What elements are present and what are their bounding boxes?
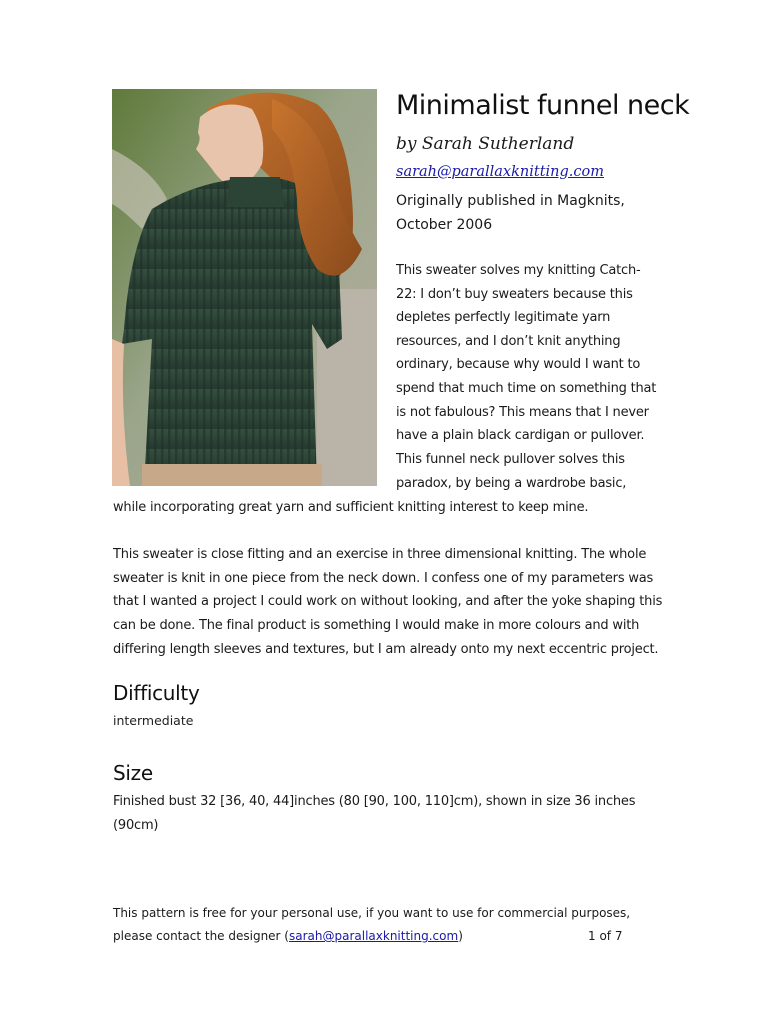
footer-license-line: This pattern is free for your personal use, if you want to use for commercial purposes,: [113, 906, 631, 920]
paragraph-line: have a plain black cardigan or pullover.: [396, 428, 645, 443]
publication-info: [396, 190, 636, 237]
paragraph-line: that I wanted a project I could work on without looking, and after the yoke shaping this: [113, 594, 663, 609]
paragraph-line: paradox, by being a wardrobe basic,: [396, 476, 627, 491]
paragraph-line: differing length sleeves and textures, but I am already onto my next eccentric project.: [113, 642, 659, 657]
paragraph-line: ordinary, because why would I want to: [396, 357, 641, 372]
difficulty-value: intermediate: [113, 713, 194, 728]
publication-line: Originally published in Magknits,: [396, 193, 625, 209]
publication-line: October 2006: [396, 216, 493, 233]
paragraph-line: This sweater is close fitting and an exercise in three dimensional knitting. The whole: [113, 547, 647, 562]
sweater-photo: [112, 89, 377, 486]
paragraph-line: while incorporating great yarn and sufficient knitting interest to keep mine.: [113, 500, 589, 515]
author-email-link[interactable]: sarah@parallaxknitting.com: [396, 164, 604, 180]
paragraph-line: This sweater solves my knitting Catch-: [396, 263, 641, 278]
paragraph-line: depletes perfectly legitimate yarn: [396, 310, 611, 325]
page-number: 1 of 7: [588, 929, 623, 943]
paragraph-line: 22: I don’t buy sweaters because this: [396, 287, 633, 302]
paragraph-line: sweater is knit in one piece from the neck down. I confess one of my parameters was: [113, 571, 654, 586]
size-heading: Size: [113, 761, 153, 785]
size-line: Finished bust 32 [36, 40, 44]inches (80 [90, 100, 110]cm), shown in size 36 inches: [113, 794, 636, 809]
footer-email-link[interactable]: sarah@parallaxknitting.com: [289, 929, 459, 943]
author-byline: by Sarah Sutherland: [396, 134, 575, 154]
paragraph-line: is not fabulous? This means that I never: [396, 405, 649, 420]
footer-contact-suffix: ): [458, 929, 463, 943]
footer-contact-prefix: please contact the designer (: [113, 929, 289, 943]
paragraph-line: can be done. The final product is something I would make in more colours and with: [113, 618, 640, 633]
paragraph-line: resources, and I don’t knit anything: [396, 334, 621, 349]
paragraph-line: This funnel neck pullover solves this: [396, 452, 625, 467]
paragraph-line: spend that much time on something that: [396, 381, 657, 396]
difficulty-heading: Difficulty: [113, 681, 200, 705]
pattern-title: Minimalist funnel neck: [396, 90, 690, 121]
size-line: (90cm): [113, 818, 159, 833]
footer-contact-line: [113, 929, 463, 943]
